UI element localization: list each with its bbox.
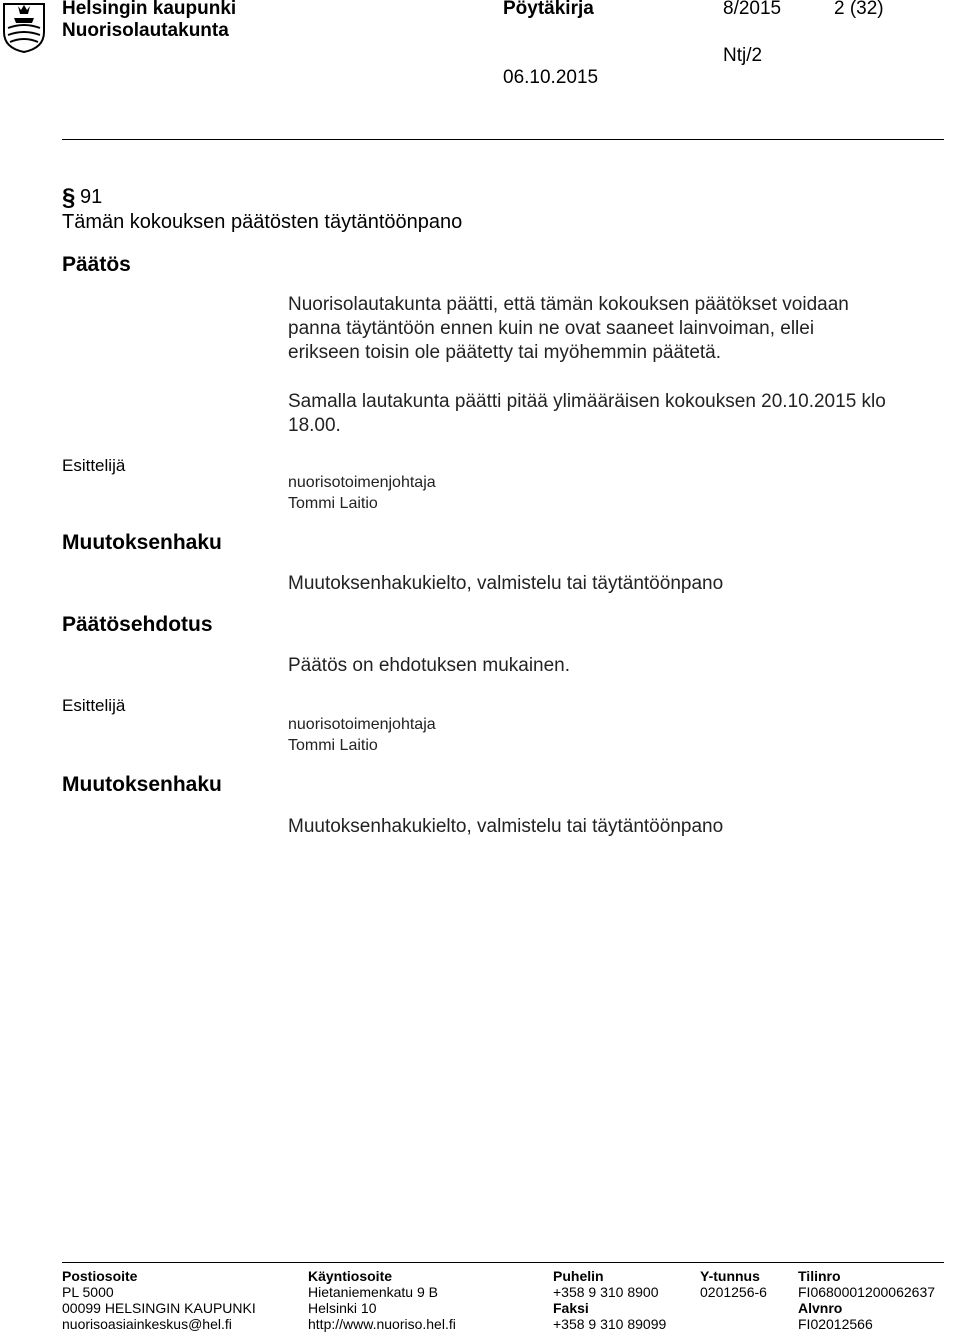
ytunnus-value: 0201256-6 <box>700 1284 767 1300</box>
fax-number: +358 9 310 89099 <box>553 1316 667 1332</box>
phone-label: Puhelin <box>553 1268 604 1284</box>
ytunnus-label: Y-tunnus <box>700 1268 760 1284</box>
helsinki-crest-logo <box>2 2 46 54</box>
decision-line: Nuorisolautakunta päätti, että tämän kokouksen päätökset voidaan <box>288 294 849 315</box>
proposal-text: Päätös on ehdotuksen mukainen. <box>288 655 571 676</box>
vat-label: Alvnro <box>798 1300 843 1316</box>
reference-code: Ntj/2 <box>723 45 763 66</box>
extra-meeting-text <box>288 390 886 438</box>
account-label: Tilinro <box>798 1268 841 1284</box>
footer-account <box>798 1268 935 1332</box>
decision-line: panna täytäntöön ennen kuin ne ovat saaneet lainvoiman, ellei <box>288 318 815 339</box>
footer-postal <box>62 1268 256 1332</box>
extra-line: Samalla lautakunta päätti pitää ylimääräisen kokouksen 20.10.2015 klo <box>288 391 886 412</box>
decision-text <box>288 293 849 365</box>
page-number: 2 (32) <box>834 0 884 19</box>
proposal-label: Päätösehdotus <box>62 613 213 636</box>
proposal-presenter-title: nuorisotoimenjohtaja <box>288 716 436 733</box>
phone-number: +358 9 310 8900 <box>553 1284 659 1300</box>
postal-label: Postiosoite <box>62 1268 138 1284</box>
email-address: nuorisoasiainkeskus@hel.fi <box>62 1316 232 1332</box>
board-name: Nuorisolautakunta <box>62 20 229 41</box>
footer-rule <box>62 1262 944 1263</box>
meeting-date: 06.10.2015 <box>503 67 599 88</box>
presenter-title: nuorisotoimenjohtaja <box>288 474 436 491</box>
proposal-appeal-label: Muutoksenhaku <box>62 773 222 796</box>
presenter-signature <box>288 472 436 514</box>
section-number: 91 <box>80 186 103 208</box>
appeal-text: Muutoksenhakukielto, valmistelu tai täytäntöönpano <box>288 573 724 594</box>
decision-label: Päätös <box>62 253 131 276</box>
visit-line: Helsinki 10 <box>308 1300 377 1316</box>
section-title: Tämän kokouksen päätösten täytäntöönpano <box>62 211 463 233</box>
org-name: Helsingin kaupunki <box>62 0 237 19</box>
postal-line: 00099 HELSINGIN KAUPUNKI <box>62 1300 256 1316</box>
document-number: 8/2015 <box>723 0 782 19</box>
visit-label: Käyntiosoite <box>308 1268 393 1284</box>
proposal-presenter-signature <box>288 714 436 756</box>
header-rule <box>62 139 944 140</box>
proposal-presenter-label: Esittelijä <box>62 696 126 715</box>
website-link: http://www.nuoriso.hel.fi <box>308 1316 456 1332</box>
proposal-appeal-text: Muutoksenhakukielto, valmistelu tai täytäntöönpano <box>288 816 724 837</box>
presenter-name: Tommi Laitio <box>288 495 378 512</box>
account-number: FI0680001200062637 <box>798 1284 936 1300</box>
presenter-label: Esittelijä <box>62 456 126 475</box>
fax-label: Faksi <box>553 1300 589 1316</box>
document-type: Pöytäkirja <box>503 0 594 19</box>
appeal-label: Muutoksenhaku <box>62 531 222 554</box>
extra-line: 18.00. <box>288 415 341 436</box>
footer-phone <box>553 1268 666 1332</box>
postal-line: PL 5000 <box>62 1284 114 1300</box>
decision-line: erikseen toisin ole päätetty tai myöhemmin päätetä. <box>288 342 722 363</box>
footer-visit <box>308 1268 456 1332</box>
visit-line: Hietaniemenkatu 9 B <box>308 1284 438 1300</box>
vat-number: FI02012566 <box>798 1316 873 1332</box>
proposal-presenter-name: Tommi Laitio <box>288 737 378 754</box>
section-symbol: § <box>62 184 76 211</box>
footer-ytunnus <box>700 1268 767 1300</box>
